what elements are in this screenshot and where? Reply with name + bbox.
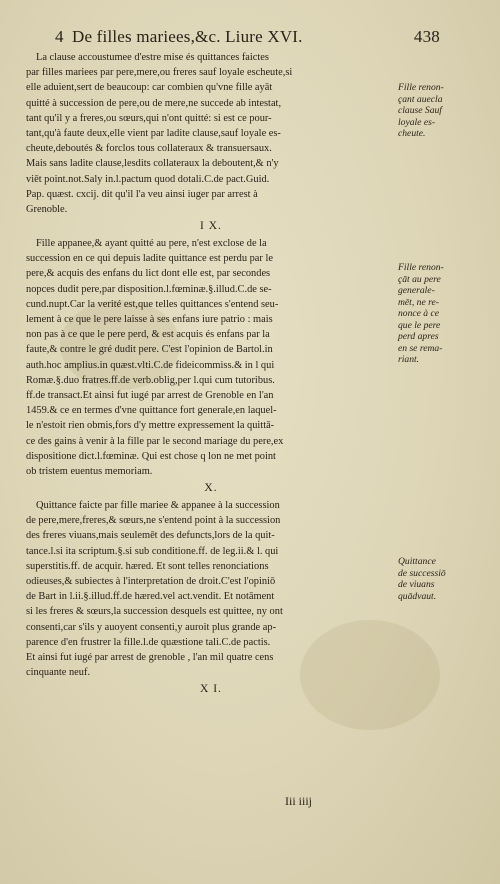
text-line: Quittance faicte par fille mariee & appanee à la succession bbox=[36, 500, 280, 512]
margin-note-line: cheute. bbox=[398, 128, 426, 139]
text-line: Grenoble. bbox=[26, 203, 68, 215]
margin-note-line: que le pere bbox=[398, 319, 441, 331]
text-line: non pas à ce que le pere perd, & est acquis és enfans par la bbox=[26, 329, 270, 341]
margin-note-line: quādvaut. bbox=[398, 590, 437, 602]
signature-mark: Iii iiij bbox=[285, 794, 312, 808]
text-line: Et ainsi fut iugé par arrest de grenoble , l'an mil quatre cens bbox=[26, 651, 274, 663]
running-header bbox=[55, 26, 440, 48]
main-text bbox=[26, 50, 396, 699]
margin-note-line: clause Sauf bbox=[398, 105, 442, 116]
text-line: nopces dudit pere,par disposition.l.fœminæ.§.illud.C.de se- bbox=[26, 283, 272, 295]
margin-note bbox=[398, 262, 496, 366]
margin-note-line: perd apres bbox=[398, 331, 439, 342]
margin-note-line: nonce à ce bbox=[398, 308, 440, 319]
text-line: cinquante neuf. bbox=[26, 667, 91, 679]
text-line: viēt point.not.Saly in.l.pactum quod dotali.C.de pact.Guid. bbox=[26, 173, 270, 185]
margin-note-line: mēt, ne re- bbox=[398, 296, 439, 308]
text-line: La clause accoustumee d'estre mise és quittances faictes bbox=[36, 52, 269, 63]
text-line: lement à ce que le pere laisse à ses enfans iure patrio : mais bbox=[26, 314, 273, 325]
text-line: de Bart in l.ii.§.illud.ff.de hæred.vel act.vendit. Et notāment bbox=[26, 591, 275, 603]
text-line: elle aduient,sert de beaucoup: car combien qu'vne fille ayāt bbox=[26, 82, 273, 94]
section-number: X. bbox=[204, 482, 218, 495]
text-line: par filles mariees par pere,mere,ou freres sauf loyale escheute,si bbox=[26, 67, 293, 79]
text-line: auth.hoc amplius.in quæst.vlti.C.de fideicommiss.& in l qui bbox=[26, 359, 275, 371]
margin-note-line: Fille renon- bbox=[398, 262, 444, 273]
text-line: de pere,mere,freres,& sœurs,ne s'entend point à la succession bbox=[26, 515, 281, 527]
text-line: Pap. quæst. cxcij. dit qu'il l'a veu ainsi iuger par arrest à bbox=[26, 188, 258, 200]
margin-note-line: loyale es- bbox=[398, 116, 436, 128]
text-line: cund.nupt.Car la verité est,que telles quittances s'entend seu- bbox=[26, 298, 279, 310]
text-line: tance.l.si ita scriptum.§.si sub conditione.ff. de leg.ii.& l. qui bbox=[26, 545, 279, 557]
text-line: quitté à succession de pere,ou de mere,ne succede ab intestat, bbox=[26, 97, 282, 109]
margin-note-line: generale- bbox=[398, 285, 435, 296]
text-line: superstitis.ff. de acquir. hæred. Et sont telles renonciations bbox=[26, 560, 269, 572]
text-line: pere,& acquis des enfans du lict dont elle est, par secondes bbox=[26, 268, 271, 280]
text-line: si les freres & sœurs,la succession desquels est quittee, ny ont bbox=[26, 606, 283, 618]
section-number: X I. bbox=[200, 683, 222, 696]
margin-note-line: Quittance bbox=[398, 556, 436, 567]
margin-note-line: Fille renon- bbox=[398, 82, 444, 93]
text-line: parence d'en frustrer la fille.l.de quæstione tali.C.de pactis. bbox=[26, 636, 271, 648]
margin-note-line: de viuans bbox=[398, 579, 435, 590]
text-line: le n'estoit rien obmis,fors d'y mettre expressement la quittā- bbox=[26, 420, 275, 432]
text-line: Romæ.§.duo fratres.ff.de verb.oblig,per l.qui cum tutoribus. bbox=[26, 374, 275, 386]
text-line: ce des gains à venir à la fille par le second mariage du pere,ex bbox=[26, 435, 284, 447]
text-line: Fille appanee,& ayant quitté au pere, n'est exclose de la bbox=[36, 238, 267, 250]
text-line: dispositione dict.l.fœminæ. Qui est chose q lon ne met point bbox=[26, 450, 276, 462]
text-line: 1459.& ce en termes d'vne quittance fort generale,en laquel- bbox=[26, 405, 277, 417]
margin-note-line: çant auecla bbox=[398, 93, 443, 105]
margin-note bbox=[398, 556, 496, 602]
text-line: Mais sans ladite clause,lesdits collateraux la deboutent,& n'y bbox=[26, 158, 279, 170]
text-line: faute,& contre le gré dudit pere. C'est l'opinion de Bartol.in bbox=[26, 344, 273, 356]
text-line: ob tristem euentus memoriam. bbox=[26, 465, 153, 477]
folio-number: 438 bbox=[413, 27, 440, 46]
text-line: succession en ce qui depuis ladite quittance est perdu par le bbox=[26, 253, 273, 265]
section-number: I X. bbox=[200, 220, 222, 233]
text-line: ff.de transact.Et ainsi fut iugé par arrest de Grenoble en l'an bbox=[26, 389, 274, 401]
margin-note bbox=[398, 82, 496, 140]
text-line: tant,qu'à faute deux,elle vient par ladite clause,sauf loyale es- bbox=[26, 127, 281, 139]
margin-note-line: çāt au pere bbox=[398, 273, 441, 285]
margin-note-line: en se rema- bbox=[398, 342, 443, 354]
text-line: odieuses,& subiectes à l'interpretation de droit.C'est l'opiniō bbox=[26, 576, 276, 587]
page-number: 4 bbox=[55, 27, 64, 46]
text-line: cheute,deboutés & forclos tous collateraux & transuersaux. bbox=[26, 143, 272, 155]
text-line: tant qu'il y a freres,ou sœurs,qui n'ont quitté: si est ce pour- bbox=[26, 112, 272, 124]
text-line: consenti,car s'ils y auoyent consenti,y auroit plus grande ap- bbox=[26, 621, 277, 633]
running-title: De filles mariees,&c. Liure XVI. bbox=[72, 27, 303, 46]
text-line: des freres viuans,mais seulemēt des defuncts,lors de la quit- bbox=[26, 530, 275, 542]
margin-note-line: riant. bbox=[398, 354, 420, 365]
margin-note-line: de successiō bbox=[398, 567, 446, 579]
